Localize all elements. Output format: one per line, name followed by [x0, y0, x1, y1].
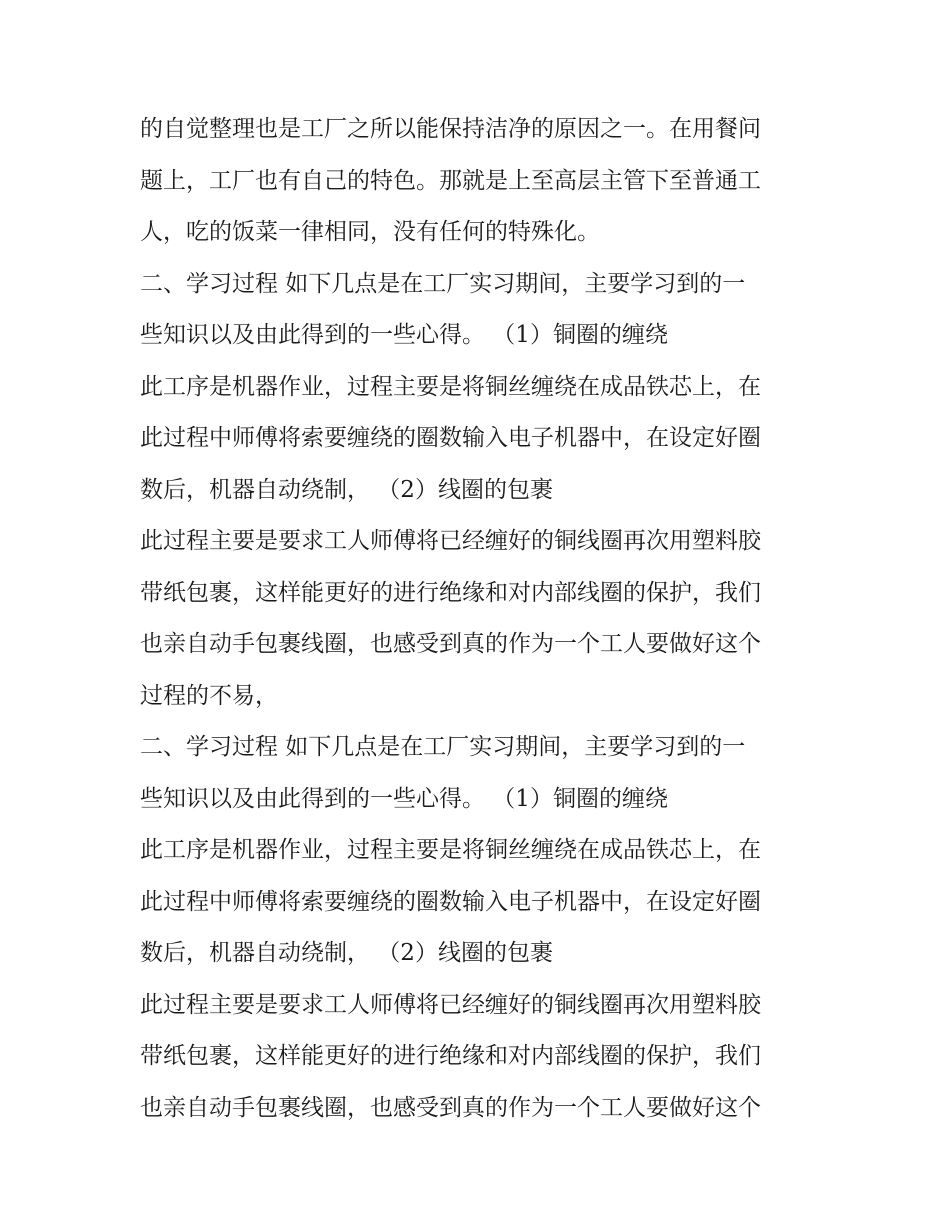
- text-line: 的自觉整理也是工厂之所以能保持洁净的原因之一。在用餐问: [140, 116, 761, 142]
- body-text: [140, 104, 820, 1134]
- text-line: 过程的不易，: [140, 682, 278, 709]
- text-line: 也亲自动手包裹线圈，也感受到真的作为一个工人要做好这个: [140, 631, 761, 657]
- text-line: 此过程主要是要求工人师傅将已经缠好的铜线圈再次用塑料胶: [140, 528, 761, 554]
- text-line: 此过程主要是要求工人师傅将已经缠好的铜线圈再次用塑料胶: [140, 991, 761, 1018]
- text-line: 题上，工厂也有自己的特色。那就是上至高层主管下至普通工: [140, 167, 761, 194]
- text-line: 此工序是机器作业，过程主要是将铜丝缠绕在成品铁芯上，在: [140, 373, 761, 400]
- text-line: 此工序是机器作业，过程主要是将铜丝缠绕在成品铁芯上，在: [140, 837, 761, 863]
- text-line: 二、学习过程 如下几点是在工厂实习期间，主要学习到的一: [140, 270, 746, 297]
- text-line: 也亲自动手包裹线圈，也感受到真的作为一个工人要做好这个: [140, 1094, 761, 1121]
- text-line: 带纸包裹，这样能更好的进行绝缘和对内部线圈的保护，我们: [140, 579, 761, 606]
- text-line: 二、学习过程 如下几点是在工厂实习期间，主要学习到的一: [140, 734, 746, 760]
- text-line: 数后，机器自动绕制， （2）线圈的包裹: [140, 940, 553, 966]
- text-line: 带纸包裹，这样能更好的进行绝缘和对内部线圈的保护，我们: [140, 1043, 761, 1069]
- text-line: 人，吃的饭菜一律相同，没有任何的特殊化。: [140, 219, 600, 245]
- text-line: 数后，机器自动绕制， （2）线圈的包裹: [140, 476, 553, 503]
- text-line: 些知识以及由此得到的一些心得。 （1）铜圈的缠绕: [140, 322, 668, 348]
- text-line: 些知识以及由此得到的一些心得。 （1）铜圈的缠绕: [140, 785, 668, 812]
- text-line: 此过程中师傅将索要缠绕的圈数输入电子机器中，在设定好圈: [140, 888, 761, 915]
- text-line: 此过程中师傅将索要缠绕的圈数输入电子机器中，在设定好圈: [140, 425, 761, 451]
